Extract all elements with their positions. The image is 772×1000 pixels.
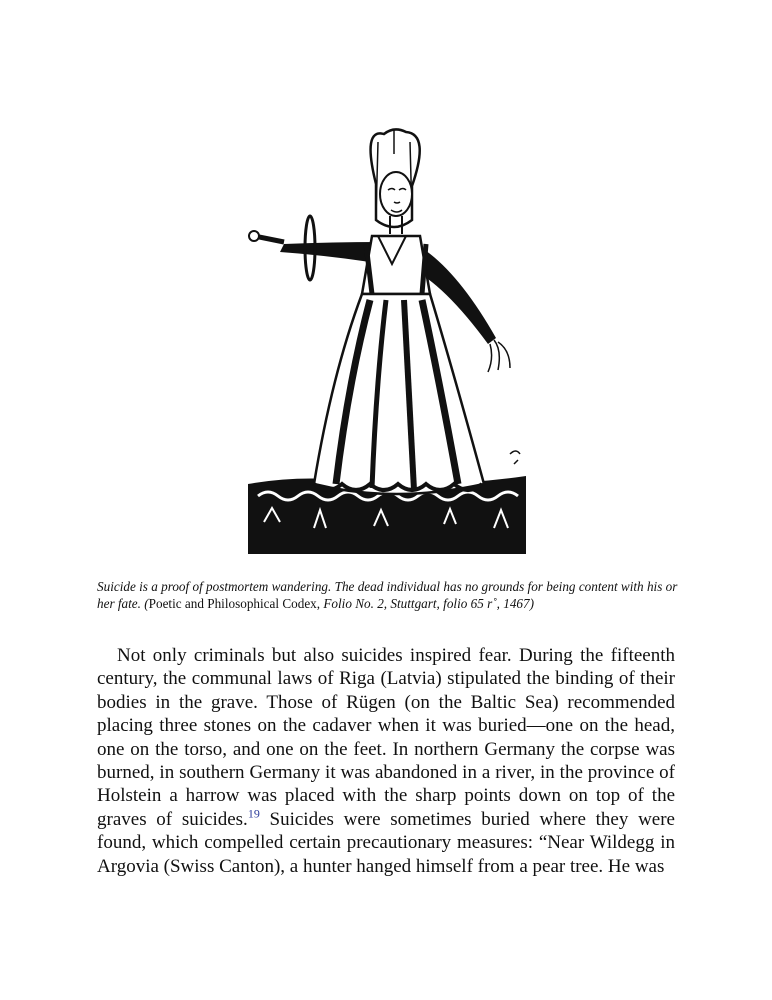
caption-italic-description: Suicide is a proof of postmortem wandering. The dead individual has no grounds for being content with his or her fate. ( [97,579,678,611]
caption-source-title: Poetic and Philosophical Codex, [148,596,324,611]
footnote-reference[interactable]: 19 [247,806,260,821]
woman-with-dagger-icon [244,124,534,560]
body-text-part2: Suicides were sometimes buried where they were found, which compelled certain precautionary measures: “Near Wildegg in Argovia (Swiss Canton), a hunter hanged himself from a pear tree. He was [97,808,675,877]
caption-source-detail: Folio No. 2, Stuttgart, folio 65 r˚, 1467) [323,596,534,611]
figure-caption [97,578,687,612]
woodcut-illustration [244,124,534,560]
body-text-part1: Not only criminals but also suicides inspired fear. During the fifteenth century, the communal laws of Riga (Latvia) stipulated the binding of their bodies in the grave. Those of Rügen (on the Baltic Sea) recommended placing three stones on the cadaver when it was buried—one on the head, one on the torso, and one on the feet. In northern Germany the corpse was burned, in southern Germany it was abandoned in a river, in the province of Holstein a harrow was placed with the sharp points down on top of the graves of suicides. [97,645,675,830]
body-paragraph [97,644,675,878]
